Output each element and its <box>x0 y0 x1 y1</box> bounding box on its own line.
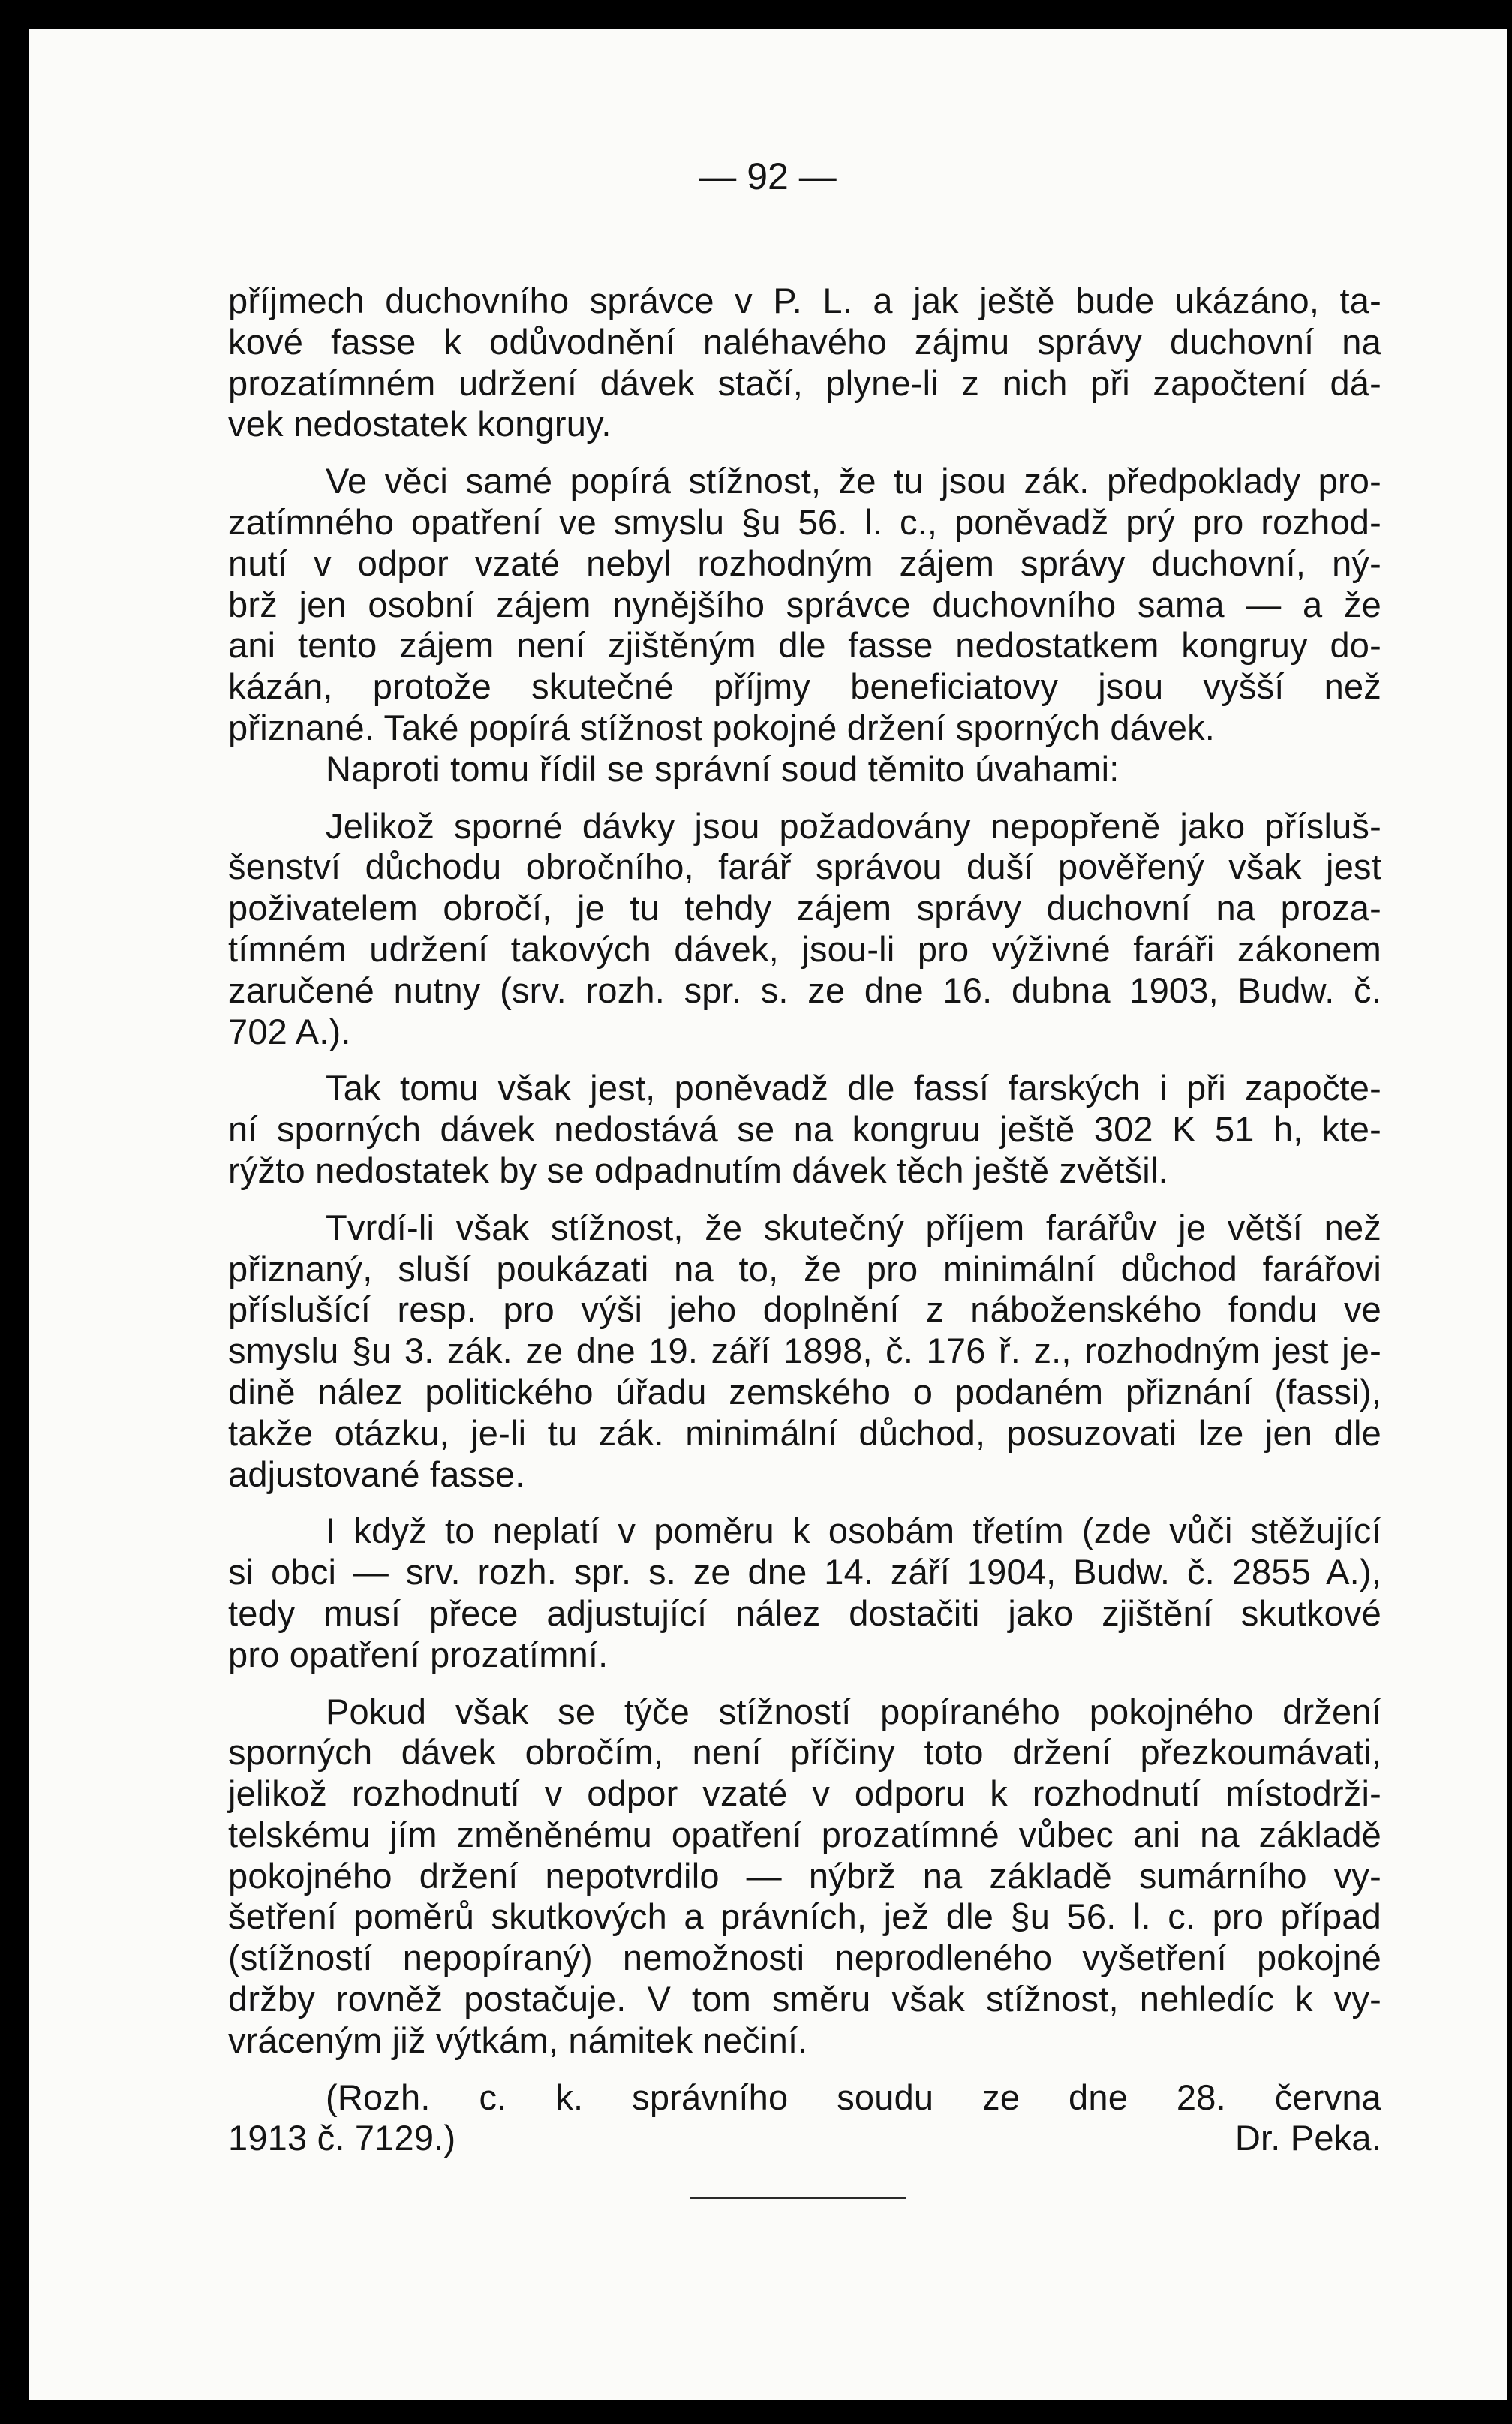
text-line: ani tento zájem není zjištěným dle fasse nedostatkem kongruy do- <box>228 625 1381 666</box>
text-line: prozatímném udržení dávek stačí, plyne-li z nich při započtení dá- <box>228 362 1381 403</box>
closing-rule <box>690 2197 906 2199</box>
text-line: sporných dávek obročím, není příčiny toto držení přezkoumávati, <box>228 1732 1381 1773</box>
text-line: Jelikož sporné dávky jsou požadovány nepopřeně jako přísluš- <box>326 805 1381 846</box>
body-text <box>228 281 1381 2159</box>
text-line: tímném udržení takových dávek, jsou-li pro výživné faráři zákonem <box>228 928 1381 969</box>
text-line: smyslu §u 3. zák. ze dne 19. září 1898, č. 176 ř. z., rozhodným jest je- <box>228 1331 1381 1371</box>
text-line: tedy musí přece adjustující nález dostačiti jako zjištění skutkové <box>228 1592 1381 1633</box>
text-line: nutí v odpor vzaté nebyl rozhodným zájem správy duchovní, ný- <box>228 543 1381 583</box>
text-line: kázán, protože skutečné příjmy beneficiatovy jsou vyšší než <box>228 666 1381 707</box>
paragraph-5 <box>228 1068 1381 1191</box>
signoff-line <box>228 2118 1381 2159</box>
text-line: telskému jím změněnému opatření prozatímné vůbec ani na základě <box>228 1814 1381 1854</box>
text-line: Tvrdí-li však stížnost, že skutečný příjem farářův je větší než <box>326 1207 1381 1247</box>
text-line: rýžto nedostatek by se odpadnutím dávek těch ještě zvětšil. <box>228 1150 1168 1190</box>
text-line: poživatelem obročí, je tu tehdy zájem správy duchovní na proza- <box>228 888 1381 928</box>
text-line: si obci — srv. rozh. spr. s. ze dne 14. září 1904, Budw. č. 2855 A.), <box>228 1552 1381 1592</box>
text-line: takže otázku, je-li tu zák. minimální důchod, posuzovati lze jen dle <box>228 1412 1381 1453</box>
paragraph-4 <box>228 806 1381 1053</box>
text-line: adjustované fasse. <box>228 1454 525 1494</box>
text-line: pokojného držení nepotvrdilo — nýbrž na základě sumárního vy- <box>228 1855 1381 1896</box>
paragraph-8 <box>228 1692 1381 2062</box>
text-line: I když to neplatí v poměru k osobám třetím (zde vůči stěžující <box>326 1511 1381 1551</box>
page-number: — 92 — <box>699 155 837 197</box>
paragraph-7 <box>228 1511 1381 1675</box>
text-line: dině nález politického úřadu zemského o podaném přiznání (fassi), <box>228 1371 1381 1412</box>
signoff-block <box>228 2077 1381 2160</box>
decision-number: 1913 č. 7129.) <box>228 2118 456 2158</box>
text-line: šenství důchodu obročního, farář správou duší pověřený však jest <box>228 847 1381 887</box>
text-line: Naproti tomu řídil se správní soud těmito úvahami: <box>326 748 1120 789</box>
text-line: vráceným již výtkám, námitek nečiní. <box>228 2019 808 2060</box>
paragraph-1 <box>228 281 1381 445</box>
text-line: přiznaný, sluší poukázati na to, že pro minimální důchod farářovi <box>228 1248 1381 1289</box>
text-line: ní sporných dávek nedostává se na kongruu ještě 302 K 51 h, kte- <box>228 1109 1381 1150</box>
text-line: vek nedostatek kongruy. <box>228 404 612 444</box>
text-line: držby rovněž postačuje. V tom směru však stížnost, nehledíc k vy- <box>228 1979 1381 2019</box>
page-sheet <box>29 29 1507 2400</box>
text-line: Tak tomu však jest, poněvadž dle fassí farských i při započte- <box>326 1068 1381 1108</box>
paragraph-6 <box>228 1207 1381 1496</box>
text-line: zatímného opatření ve smyslu §u 56. l. c., poněvadž prý pro rozhod- <box>228 501 1381 542</box>
text-line: 702 A.). <box>228 1011 351 1051</box>
text-line: příjmech duchovního správce v P. L. a jak ještě bude ukázáno, ta- <box>228 281 1381 320</box>
text-line: (stížností nepopíraný) nemožnosti neprodleného vyšetření pokojné <box>228 1938 1381 1978</box>
paragraph-2 <box>228 461 1381 749</box>
text-line: brž jen osobní zájem nynějšího správce duchovního sama — a že <box>228 584 1381 624</box>
text-line: přiznané. Také popírá stížnost pokojné držení sporných dávek. <box>228 707 1216 747</box>
text-line: Ve věci samé popírá stížnost, že tu jsou zák. předpoklady pro- <box>326 461 1381 501</box>
text-line: zaručené nutny (srv. rozh. spr. s. ze dne 16. dubna 1903, Budw. č. <box>228 970 1381 1010</box>
text-line: jelikož rozhodnutí v odpor vzaté v odporu k rozhodnutí místodrži- <box>228 1773 1381 1814</box>
text-line: šetření poměrů skutkových a právních, jež dle §u 56. l. c. pro případ <box>228 1896 1381 1937</box>
text-line: příslušící resp. pro výši jeho doplnění z náboženského fondu ve <box>228 1289 1381 1330</box>
text-line: pro opatření prozatímní. <box>228 1634 609 1674</box>
decision-citation: (Rozh. c. k. správního soudu ze dne 28. června <box>326 2077 1381 2117</box>
text-line: Pokud však se týče stížností popíraného pokojného držení <box>326 1691 1381 1731</box>
text-line: kové fasse k odůvodnění naléhavého zájmu správy duchovní na <box>228 321 1381 362</box>
signature: Dr. Peka. <box>1234 2118 1381 2158</box>
paragraph-3 <box>228 749 1381 790</box>
